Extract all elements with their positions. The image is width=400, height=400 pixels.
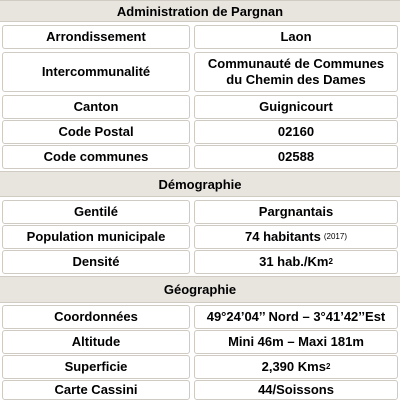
arrondissement-value: Laon bbox=[194, 25, 398, 49]
code-postal-label: Code Postal bbox=[2, 120, 190, 144]
geographie-header-text: Géographie bbox=[163, 282, 237, 297]
code-communes-value: 02588 bbox=[194, 145, 398, 169]
code-communes-label: Code communes bbox=[2, 145, 190, 169]
population-count: 74 habitants bbox=[245, 229, 321, 244]
superficie-label: Superficie bbox=[2, 355, 190, 379]
demographie-header-text: Démographie bbox=[158, 176, 242, 192]
cassini-value: 44/Soissons bbox=[194, 380, 398, 400]
demographie-header bbox=[0, 171, 400, 197]
cassini-label: Carte Cassini bbox=[2, 380, 190, 400]
altitude-value: Mini 46m – Maxi 181m bbox=[194, 330, 398, 354]
gentile-label: Gentilé bbox=[2, 200, 190, 224]
canton-label: Canton bbox=[2, 95, 190, 119]
densite-number: 31 hab./Km bbox=[259, 254, 329, 269]
superficie-number: 2,390 Kms bbox=[261, 359, 326, 374]
title-text: Administration de Pargnan bbox=[116, 3, 284, 19]
superficie-value: 2,390 Kms 2 bbox=[194, 355, 398, 379]
geographie-header bbox=[0, 276, 400, 303]
intercommunalite-value bbox=[194, 52, 398, 92]
intercommunalite-label: Intercommunalité bbox=[2, 52, 190, 92]
altitude-label: Altitude bbox=[2, 330, 190, 354]
densite-label: Densité bbox=[2, 250, 190, 274]
code-postal-value: 02160 bbox=[194, 120, 398, 144]
population-label: Population municipale bbox=[2, 225, 190, 249]
gentile-value: Pargnantais bbox=[194, 200, 398, 224]
canton-value: Guignicourt bbox=[194, 95, 398, 119]
arrondissement-label: Arrondissement bbox=[2, 25, 190, 49]
coordonnees-label: Coordonnées bbox=[2, 305, 190, 329]
coordonnees-value: 49°24’04’’ Nord – 3°41’42’’Est bbox=[194, 305, 398, 329]
intercommunalite-line-2: du Chemin des Dames bbox=[226, 72, 366, 87]
population-value bbox=[194, 225, 398, 249]
densite-value: 31 hab./Km 2 bbox=[194, 250, 398, 274]
intercommunalite-line-1: Communauté de Communes bbox=[207, 56, 385, 71]
infobox-title bbox=[0, 0, 400, 22]
population-year: (2017) bbox=[323, 232, 347, 241]
